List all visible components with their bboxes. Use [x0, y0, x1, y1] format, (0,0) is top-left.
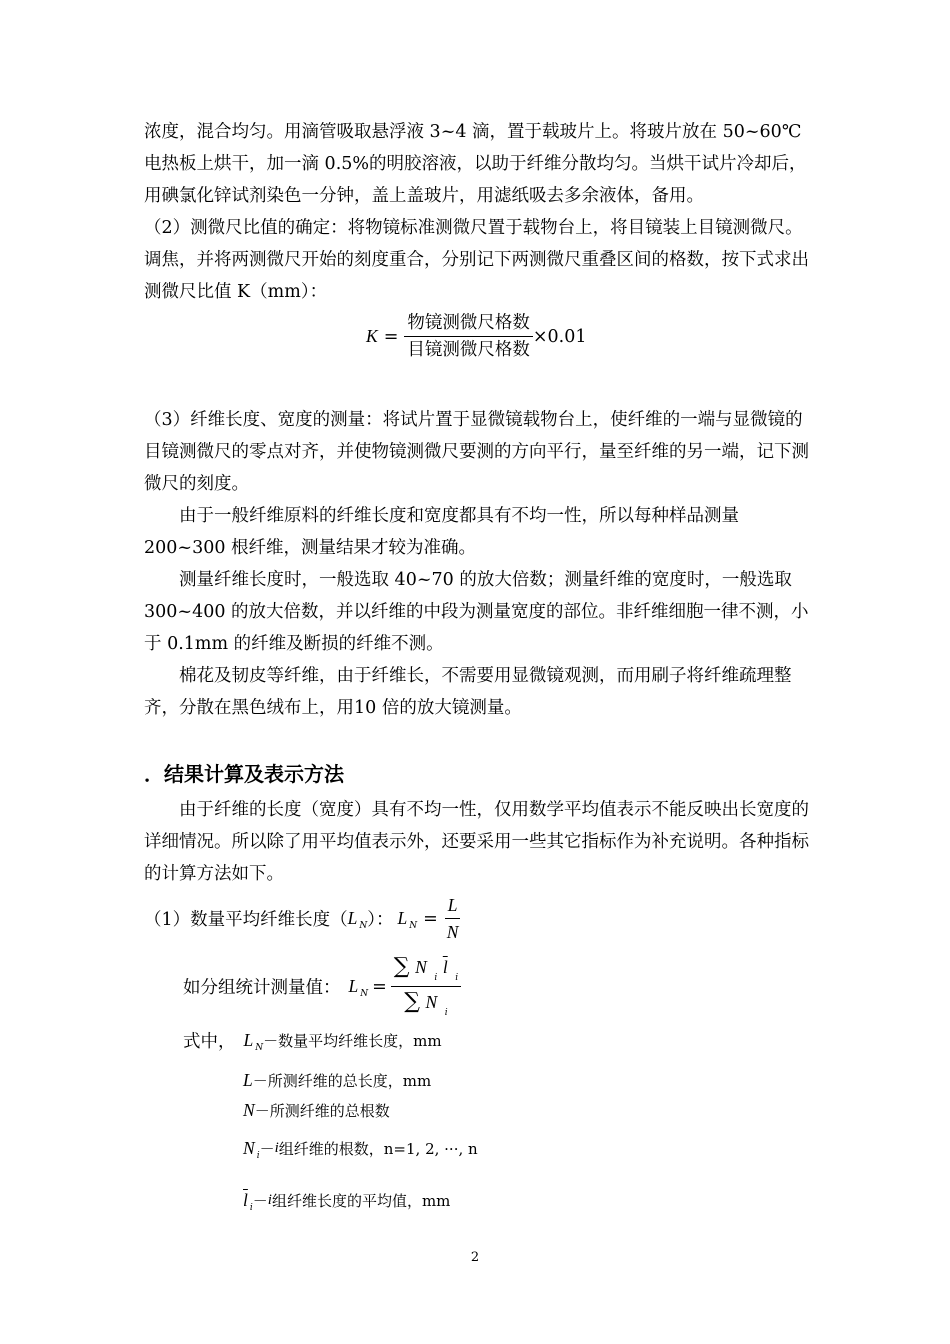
def5-i: i: [267, 1192, 272, 1208]
def4-dash: －: [259, 1140, 275, 1158]
grouped-sum-icon-2: ∑: [404, 989, 420, 1014]
paragraph-cotton: 棉花及韧皮等纤维，由于纤维长，不需要用显微镜观测，而用刷子将纤维疏理整齐，分散在黑色绒布上，用10 倍的放大镜测量。: [144, 666, 792, 718]
def5-sym: $\overline{l}$: [243, 1190, 248, 1210]
page-number: 2: [470, 1250, 480, 1265]
def1-sub: N: [255, 1042, 264, 1053]
def3-text: －所测纤维的总根数: [254, 1102, 390, 1120]
grouped-num-sub-i1: i: [434, 973, 438, 983]
grouped-sym-l: L: [348, 976, 359, 996]
def4-sym: N: [243, 1138, 255, 1158]
grouped-sub-n: N: [360, 988, 369, 999]
section-heading: ．结果计算及表示方法: [144, 762, 344, 786]
formula-k-numerator: 物镜测微尺格数: [404, 310, 533, 337]
item1-fraction: [444, 892, 462, 945]
grouped-sum-icon: ∑: [393, 954, 410, 979]
item1-label-post: ）：: [367, 910, 394, 930]
grouped-num-l: $\overline{l}$: [442, 957, 448, 977]
def4-line: [243, 1138, 478, 1159]
formula-k-fraction: [404, 310, 533, 363]
formula-k: [366, 310, 587, 363]
grouped-den-sub-i: i: [444, 1008, 448, 1018]
paragraph-results-intro: 由于纤维的长度（宽度）具有不均一性，仅用数学平均值表示不能反映出长宽度的详细情况。所以除了用平均值表示外，还要采用一些其它指标作为补充说明。各种指标的计算方法如下。: [144, 800, 809, 884]
def5-sub: i: [249, 1202, 253, 1213]
grouped-label: 如分组统计测量值：: [183, 978, 341, 998]
grouped-numerator: [391, 952, 461, 987]
grouped-eq: =: [372, 976, 387, 997]
paragraph-measurement: （3）纤维长度、宽度的测量：将试片置于显微镜载物台上，使纤维的一端与显微镜的目镜测微尺的零点对齐，并使物镜测微尺要测的方向平行，量至纤维的另一端，记下测微尺的刻度。: [144, 410, 809, 494]
grouped-num-n: N: [415, 957, 427, 977]
grouped-formula: [183, 952, 461, 1021]
def5-dash: －: [252, 1192, 268, 1210]
item1-number-average-length: [144, 892, 461, 945]
paragraph-nonuniformity: 由于一般纤维原料的纤维长度和宽度都具有不均一性，所以每种样品测量 200~300 根纤维，测量结果才较为准确。: [144, 506, 739, 558]
def4-i: i: [274, 1140, 279, 1156]
item1-formula-eq: =: [423, 908, 438, 929]
item1-fraction-denominator: N: [446, 922, 459, 942]
formula-k-denominator: 目镜测微尺格数: [407, 340, 530, 360]
item1-formula-l: L: [397, 908, 408, 928]
grouped-denominator: [401, 987, 450, 1021]
item1-sub-n: N: [359, 920, 368, 931]
item1-formula-sub-n: N: [409, 920, 418, 931]
def5-line: [243, 1190, 450, 1211]
grouped-den-n: N: [425, 992, 438, 1012]
def4-text: 组纤维的根数，n=1, 2, ···, n: [278, 1140, 478, 1158]
def3-line: [243, 1100, 390, 1121]
defs-intro-line: [183, 1028, 442, 1053]
def2-line: [243, 1070, 431, 1091]
def1-sym: L: [243, 1030, 254, 1050]
formula-k-eq: =: [383, 326, 399, 347]
formula-k-multiplier: ×0.01: [532, 326, 587, 347]
grouped-fraction: [391, 952, 461, 1021]
paragraph-micrometer-ratio: （2）测微尺比值的确定：将物镜标准测微尺置于载物台上，将目镜装上目镜测微尺。调焦，并将两测微尺开始的刻度重合，分别记下两测微尺重叠区间的格数，按下式求出测微尺比值 K（mm）：: [144, 218, 809, 302]
paragraph-magnification: 测量纤维长度时，一般选取 40~70 的放大倍数；测量纤维的宽度时，一般选取 300~400 的放大倍数，并以纤维的中段为测量宽度的部位。非纤维细胞一律不测，小于 0.1mm 的纤维及断损的纤维不测。: [144, 570, 809, 654]
def3-sym: N: [243, 1100, 255, 1120]
item1-fraction-numerator: L: [445, 892, 461, 919]
grouped-num-sub-i2: i: [455, 973, 459, 983]
def4-sub: i: [256, 1150, 260, 1161]
def2-text: －所测纤维的总长度，mm: [252, 1072, 432, 1090]
defs-intro: 式中，: [183, 1032, 236, 1052]
def2-sym: L: [243, 1070, 253, 1090]
paragraph-sample-prep: 浓度，混合均匀。用滴管吸取悬浮液 3~4 滴，置于载玻片上。将玻片放在 50~60℃电热板上烘干，加一滴 0.5%的明胶溶液，以助于纤维分散均匀。当烘干试片冷却后，用碘氯化锌试剂染色一分钟，盖上盖玻片，用滤纸吸去多余液体，备用。: [144, 122, 807, 206]
formula-k-lhs: K: [366, 326, 378, 346]
def1-text: －数量平均纤维长度，mm: [263, 1032, 442, 1050]
def5-text: 组纤维长度的平均值，mm: [271, 1192, 451, 1210]
item1-label-pre: （1）数量平均纤维长度（: [144, 910, 348, 930]
item1-sym-l: L: [347, 908, 358, 928]
